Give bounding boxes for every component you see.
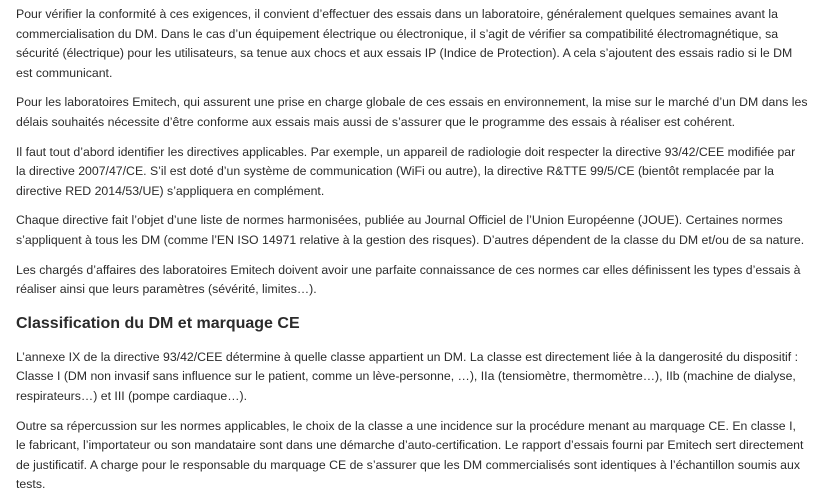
paragraph-marquage-ce: Outre sa répercussion sur les normes applicables, le choix de la classe a une incidence sur la procédure menant au marquage CE. En classe I, le fabricant, l’importateur ou son mandataire sont dans une démarche d’auto-certification. Le rapport d’essais fourni par Emitech sert directement de justificatif. A charge pour le responsable du marquage CE de s’assurer que les DM commercialisés sont identiques à l’échantillon soumis aux tests. [16, 418, 804, 492]
paragraph-directives-applicables: Il faut tout d’abord identifier les directives applicables. Par exemple, un appareil de radiologie doit respecter la directive 93/42/CEE modifiée par la directive 2007/47/CE. S’il est doté d’un système de communication (WiFi ou autre), la directive R&TTE 99/5/CE (bientôt remplacée par la directive RED 2014/53/UE) s’appliquera en complément. [16, 144, 796, 198]
section-heading: Classification du DM et marquage CE [16, 314, 300, 332]
paragraph-laboratoires-emitech: Pour les laboratoires Emitech, qui assurent une prise en charge globale de ces essais en environnement, la mise sur le marché d’un DM dans les délais souhaités nécessite d’être conforme aux essais mais aussi de s’assurer que le programme des essais à réaliser est cohérent. [16, 95, 808, 129]
paragraph-charges-affaires: Les chargés d’affaires des laboratoires Emitech doivent avoir une parfaite connaissance de ces normes car elles définissent les types d’essais à réaliser ainsi que leurs paramètres (sévérité, limites…). [16, 262, 801, 297]
paragraph-normes-harmonisees: Chaque directive fait l’objet d’une liste de normes harmonisées, publiée au Journal Officiel de l’Union Européenne (JOUE). Certaines normes s’appliquent à tous les DM (comme l’EN ISO 14971 relative à la gestion des risques). D’autres dépendent de la classe du DM et/ou de sa nature. [16, 213, 805, 247]
paragraph-annexe-ix: L’annexe IX de la directive 93/42/CEE détermine à quelle classe appartient un DM. La classe est directement liée à la dangerosité du dispositif : Classe I (DM non invasif sans influence sur le patient, comme un lève-personne, …), IIa (tensiomètre, thermomètre…), IIb (machine de dialyse, respirateurs…) et III (pompe cardiaque…). [16, 349, 798, 403]
paragraph-essais-laboratoire: Pour vérifier la conformité à ces exigences, il convient d’effectuer des essais dans un laboratoire, généralement quelques semaines avant la commercialisation du DM. Dans le cas d’un équipement électrique ou électronique, il s’agit de vérifier sa compatibilité électromagnétique, sa sécurité (électrique) pour les utilisateurs, sa tenue aux chocs et aux essais IP (Indice de Protection). A cela s’ajoutent des essais radio si le DM est communicant. [16, 7, 793, 80]
